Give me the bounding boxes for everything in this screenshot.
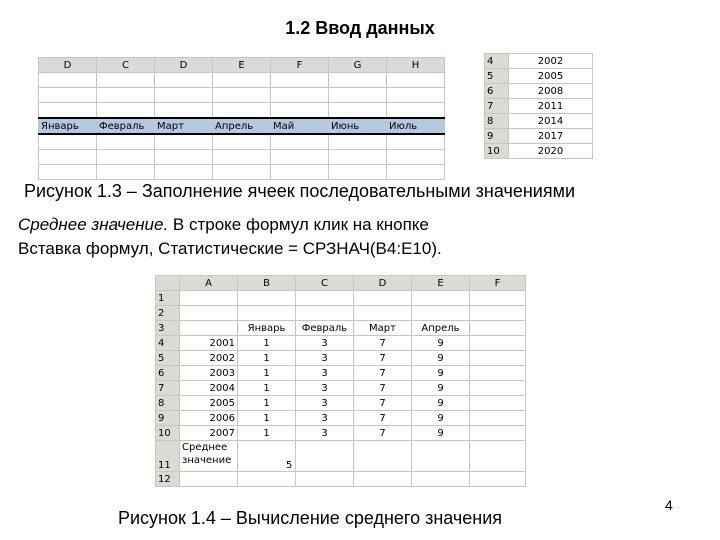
- avg-label-line: Среднее: [182, 442, 228, 453]
- cell: 3: [296, 366, 354, 381]
- row-number: 1: [156, 291, 180, 306]
- cell: [470, 336, 526, 351]
- month-cell: Май: [271, 118, 329, 134]
- avg-value: 5: [238, 441, 296, 472]
- column-header: C: [296, 276, 354, 291]
- cell: [470, 351, 526, 366]
- month-cell: Апрель: [213, 118, 271, 134]
- cell: [296, 306, 354, 321]
- column-header: B: [238, 276, 296, 291]
- cell: 9: [412, 411, 470, 426]
- cell: 3: [296, 426, 354, 441]
- table-row: [485, 84, 593, 99]
- cell: 1: [238, 336, 296, 351]
- cell: 7: [354, 351, 412, 366]
- cell: [296, 291, 354, 306]
- cell: [180, 291, 238, 306]
- cell: 1: [238, 426, 296, 441]
- row-number: 8: [156, 396, 180, 411]
- table-row: [156, 366, 526, 381]
- cell: 9: [412, 381, 470, 396]
- table-row: [485, 54, 593, 69]
- row-number: 10: [485, 144, 509, 159]
- row-number: 7: [156, 381, 180, 396]
- figure-caption-2: Рисунок 1.4 – Вычисление среднего значения: [118, 508, 503, 528]
- year-cell: 2002: [509, 54, 593, 69]
- spreadsheet-years: [484, 53, 593, 159]
- row-number: 5: [156, 351, 180, 366]
- year-cell: 2008: [509, 84, 593, 99]
- slide-number: 4: [665, 497, 673, 513]
- column-header: D: [354, 276, 412, 291]
- cell: 9: [412, 426, 470, 441]
- spreadsheet-average: [155, 275, 526, 487]
- table-row: [156, 306, 526, 321]
- row-number: 2: [156, 306, 180, 321]
- table-row: [485, 69, 593, 84]
- cell: [180, 306, 238, 321]
- cell: [412, 472, 470, 487]
- cell: 3: [296, 381, 354, 396]
- row-number: 4: [156, 336, 180, 351]
- cell: [470, 472, 526, 487]
- table-row: [156, 396, 526, 411]
- table-row: [156, 426, 526, 441]
- figure-caption-1: Рисунок 1.3 – Заполнение ячеек последовательными значениями: [24, 181, 576, 201]
- cell: 2002: [180, 351, 238, 366]
- column-header: D: [39, 58, 97, 73]
- cell: [470, 291, 526, 306]
- table-row: [156, 381, 526, 396]
- cell: [296, 441, 354, 472]
- column-header: E: [213, 58, 271, 73]
- table-row: [156, 336, 526, 351]
- column-header: C: [97, 58, 155, 73]
- cell: 1: [238, 381, 296, 396]
- cell: 7: [354, 426, 412, 441]
- month-cell: Январь: [39, 118, 97, 134]
- cell: 1: [238, 396, 296, 411]
- table-row: [485, 144, 593, 159]
- cell: 2006: [180, 411, 238, 426]
- cell: 7: [354, 396, 412, 411]
- table-row: [485, 99, 593, 114]
- slide-title: 1.2 Ввод данных: [285, 18, 435, 38]
- header-row: [156, 276, 526, 291]
- row-number: 10: [156, 426, 180, 441]
- cell: [412, 441, 470, 472]
- cell: [180, 321, 238, 336]
- year-cell: 2005: [509, 69, 593, 84]
- table-row: [485, 114, 593, 129]
- cell: 1: [238, 411, 296, 426]
- cell: 1: [238, 366, 296, 381]
- column-header: G: [329, 58, 387, 73]
- month-cell: Февраль: [97, 118, 155, 134]
- cell: [180, 472, 238, 487]
- year-cell: 2014: [509, 114, 593, 129]
- cell: [238, 291, 296, 306]
- table-row: [485, 129, 593, 144]
- cell: [470, 441, 526, 472]
- avg-label: [180, 441, 238, 472]
- cell: Март: [354, 321, 412, 336]
- body-text: [18, 213, 442, 261]
- cell: [238, 472, 296, 487]
- cell: [354, 291, 412, 306]
- cell: [470, 426, 526, 441]
- column-header: H: [387, 58, 445, 73]
- cell: 7: [354, 381, 412, 396]
- cell: 9: [412, 396, 470, 411]
- column-header: E: [412, 276, 470, 291]
- cell: [470, 321, 526, 336]
- row-number: 6: [156, 366, 180, 381]
- cell: 2004: [180, 381, 238, 396]
- column-header: A: [180, 276, 238, 291]
- cell: [296, 472, 354, 487]
- month-cell: Июль: [387, 118, 445, 134]
- cell: Апрель: [412, 321, 470, 336]
- row-number: 3: [156, 321, 180, 336]
- cell: 9: [412, 351, 470, 366]
- cell: 2003: [180, 366, 238, 381]
- cell: 9: [412, 366, 470, 381]
- month-cell: Март: [155, 118, 213, 134]
- row-number: 9: [485, 129, 509, 144]
- row-number: 11: [156, 441, 180, 472]
- cell: [470, 306, 526, 321]
- cell: [470, 366, 526, 381]
- cell: 7: [354, 336, 412, 351]
- row-number: 6: [485, 84, 509, 99]
- cell: [470, 381, 526, 396]
- cell: 3: [296, 351, 354, 366]
- cell: [470, 396, 526, 411]
- row-number: 5: [485, 69, 509, 84]
- cell: [238, 306, 296, 321]
- cell: 7: [354, 366, 412, 381]
- row-number: 7: [485, 99, 509, 114]
- cell: 2005: [180, 396, 238, 411]
- avg-row: [156, 441, 526, 472]
- year-cell: 2020: [509, 144, 593, 159]
- avg-heading: Среднее значение.: [18, 215, 169, 234]
- cell: 3: [296, 336, 354, 351]
- cell: [354, 441, 412, 472]
- cell: Январь: [238, 321, 296, 336]
- cell: [470, 411, 526, 426]
- column-header: F: [470, 276, 526, 291]
- table-row: [156, 472, 526, 487]
- column-header: [156, 276, 180, 291]
- row-number: 4: [485, 54, 509, 69]
- row-number: 9: [156, 411, 180, 426]
- column-header: F: [271, 58, 329, 73]
- cell: 3: [296, 396, 354, 411]
- year-cell: 2017: [509, 129, 593, 144]
- cell: 3: [296, 411, 354, 426]
- cell: Февраль: [296, 321, 354, 336]
- row-number: 12: [156, 472, 180, 487]
- year-cell: 2011: [509, 99, 593, 114]
- table-row: [156, 291, 526, 306]
- table-row: [156, 321, 526, 336]
- cell: 9: [412, 336, 470, 351]
- avg-label-line: значение: [182, 455, 232, 466]
- spreadsheet-months: [38, 57, 445, 180]
- cell: [412, 291, 470, 306]
- month-cell: Июнь: [329, 118, 387, 134]
- cell: [412, 306, 470, 321]
- cell: 2001: [180, 336, 238, 351]
- table-row: [156, 411, 526, 426]
- column-header: D: [155, 58, 213, 73]
- cell: [354, 306, 412, 321]
- table-row: [156, 351, 526, 366]
- instruction-part2: Вставка формул, Статистические = СРЗНАЧ(B4:E10).: [18, 239, 442, 258]
- row-number: 8: [485, 114, 509, 129]
- cell: 1: [238, 351, 296, 366]
- cell: 2007: [180, 426, 238, 441]
- cell: [354, 472, 412, 487]
- cell: 7: [354, 411, 412, 426]
- instruction-part1: В строке формул клик на кнопке: [168, 215, 429, 234]
